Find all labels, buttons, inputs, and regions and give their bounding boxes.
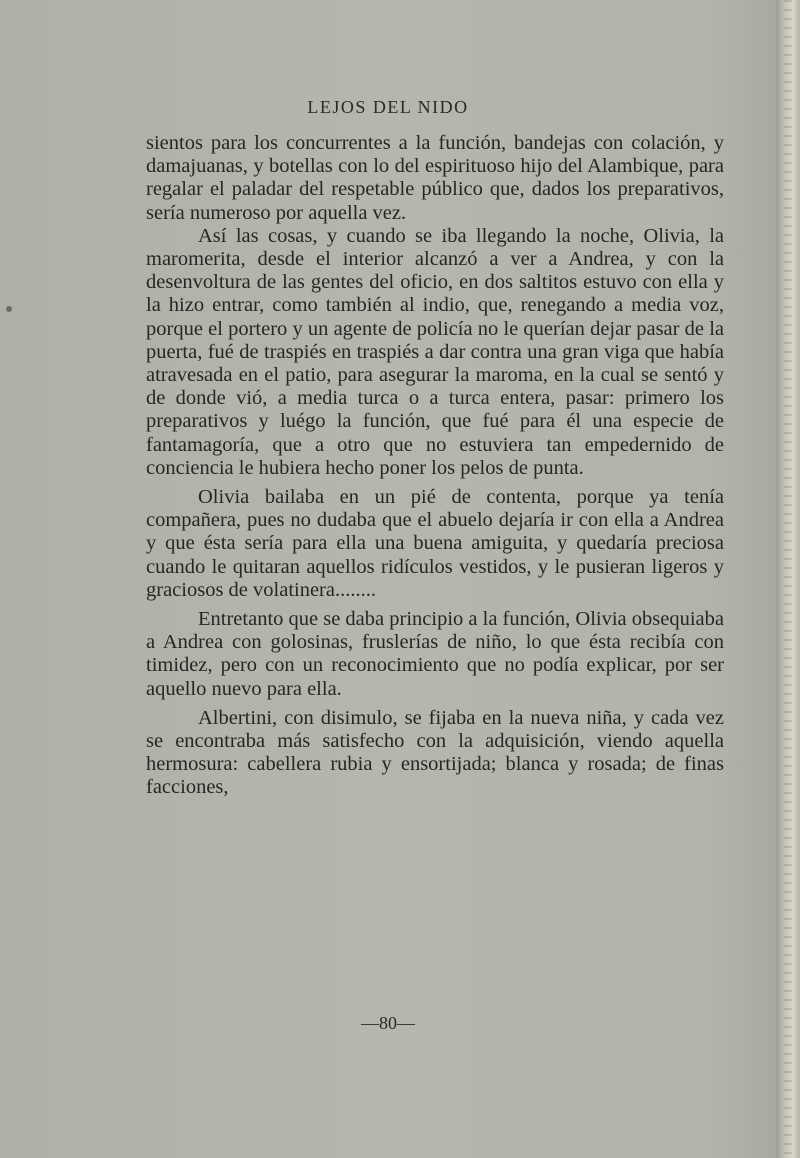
paragraph-3: Olivia bailaba en un pié de contenta, porque ya tenía compañera, pues no dudaba que el abuelo dejaría ir con ella a Andrea y que ésta sería para ella una buena amiguita, y quedaría preciosa cuando le quitaran aquellos ridículos vestidos, y le pusieran ligeros y graciosos de volatinera........ [146, 486, 724, 601]
paragraph-1: sientos para los concurrentes a la función, bandejas con colación, y damajuanas, y botellas con lo del espirituoso hijo del Alambique, para regalar el paladar del respetable público que, dados los preparativos, sería numeroso por aquella vez. [146, 132, 724, 224]
paragraph-4: Entretanto que se daba principio a la función, Olivia obsequiaba a Andrea con golosinas, fruslerías de niño, lo que ésta recibía con timidez, pero con un reconocimiento que no podía explicar, por ser aquello nuevo para ella. [146, 608, 724, 700]
binding-edge [784, 0, 792, 1158]
running-head: LEJOS DEL NIDO [307, 97, 469, 117]
paragraph-5: Albertini, con disimulo, se fijaba en la nueva niña, y cada vez se encontraba más satisfecho con la adquisición, viendo aquella hermosura: cabellera rubia y ensortijada; blanca y rosada; de finas facciones, [146, 706, 724, 799]
paragraph-2: Así las cosas, y cuando se iba llegando la noche, Olivia, la maromerita, desde el interior alcanzó a ver a Andrea, y con la desenvoltura de las gentes del oficio, en dos saltitos estuvo con ella y la hizo entrar, como también al indio, que, renegando a media voz, porque el portero y un agente de policía no le querían dejar pasar de la puerta, fué de traspiés en traspiés a dar contra una gran viga que había atravesada en el patio, para asegurar la maroma, en la cual se sentó y de donde vió, a media turca o a turca entera, pasar: primero los preparativos y luégo la función, que fué para él una especie de fantamagoría, que a otro que no estuviera tan empedernido de conciencia le hubiera hecho poner los pelos de punta. [146, 224, 724, 479]
page-number: —80— [361, 1013, 415, 1033]
body-text [146, 132, 724, 800]
paper-speck [6, 306, 12, 312]
